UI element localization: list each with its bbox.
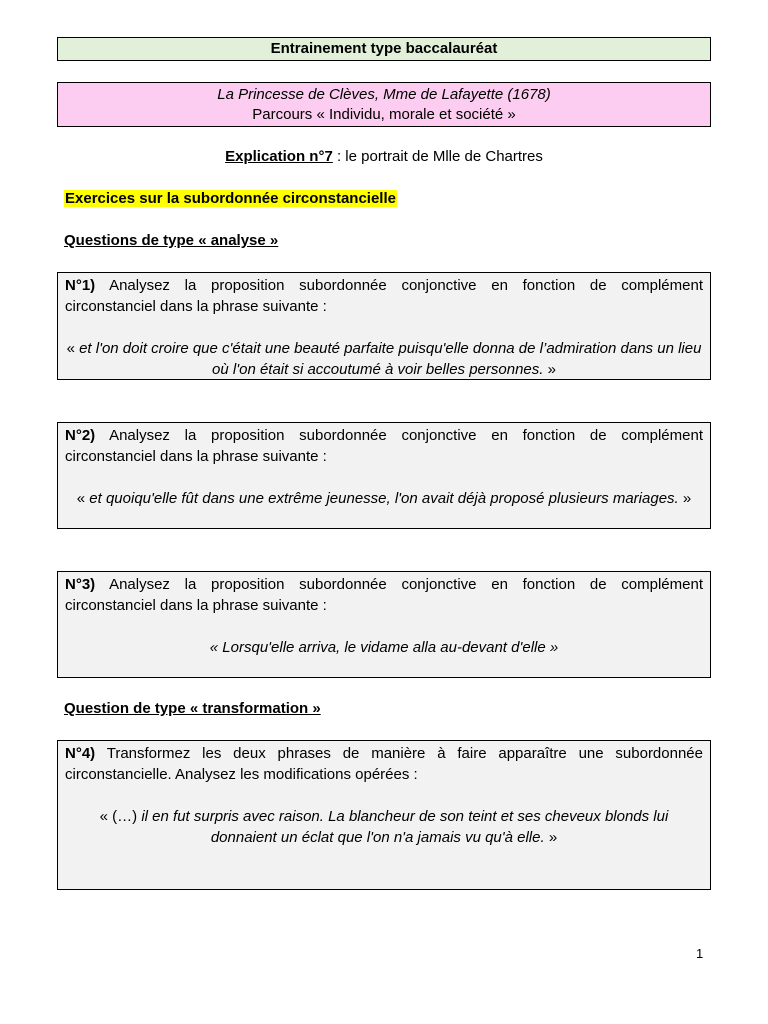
question-box-2 — [57, 422, 711, 529]
question-prompt: N°2) Analysez la proposition subordonnée conjonctive en fonction de complément circonstanciel dans la phrase suivante : — [65, 427, 703, 465]
question-quote: « Lorsqu'elle arriva, le vidame alla au-devant d'elle » — [209, 639, 559, 656]
exercise-heading: Exercices sur la subordonnée circonstancielle — [65, 190, 396, 207]
question-quote: « et l'on doit croire que c'était une beauté parfaite puisqu'elle donna de l’admiration dans un lieu où l'on était si accoutumé à voir belles personnes. » — [66, 340, 702, 378]
document-title: Entrainement type baccalauréat — [270, 40, 498, 57]
question-prompt: N°4) Transformez les deux phrases de manière à faire apparaître une subordonnée circonstancielle. Analysez les modifications opérées : — [65, 745, 703, 783]
section-heading-transformation: Question de type « transformation » — [64, 700, 321, 717]
question-box-1 — [57, 272, 711, 380]
explication-line — [57, 148, 711, 165]
question-number: N°4) — [65, 745, 96, 762]
explication-text: : le portrait de Mlle de Chartres — [332, 148, 543, 165]
question-prompt: N°1) Analysez la proposition subordonnée conjonctive en fonction de complément circonstanciel dans la phrase suivante : — [65, 277, 703, 315]
document-title-box — [57, 37, 711, 61]
work-info-box — [57, 82, 711, 127]
question-number: N°2) — [65, 427, 96, 444]
question-number: N°3) — [65, 576, 96, 593]
question-quote: « (…) il en fut surpris avec raison. La blancheur de son teint et ses cheveux blonds lui donnaient un éclat que l'on n'a jamais vu qu'à elle. » — [99, 808, 669, 846]
parcours-label: Parcours « Individu, morale et société » — [252, 106, 516, 123]
question-prompt: N°3) Analysez la proposition subordonnée conjonctive en fonction de complément circonstanciel dans la phrase suivante : — [65, 576, 703, 614]
question-quote: « et quoiqu'elle fût dans une extrême jeunesse, l'on avait déjà proposé plusieurs mariages. » — [76, 490, 692, 507]
page-number: 1 — [696, 946, 704, 961]
work-title: La Princesse de Clèves, Mme de Lafayette (1678) — [217, 86, 551, 103]
question-box-4 — [57, 740, 711, 890]
explication-label: Explication n°7 — [225, 148, 333, 165]
section-heading-analyse: Questions de type « analyse » — [64, 232, 279, 249]
question-number: N°1) — [65, 277, 96, 294]
question-box-3 — [57, 571, 711, 678]
